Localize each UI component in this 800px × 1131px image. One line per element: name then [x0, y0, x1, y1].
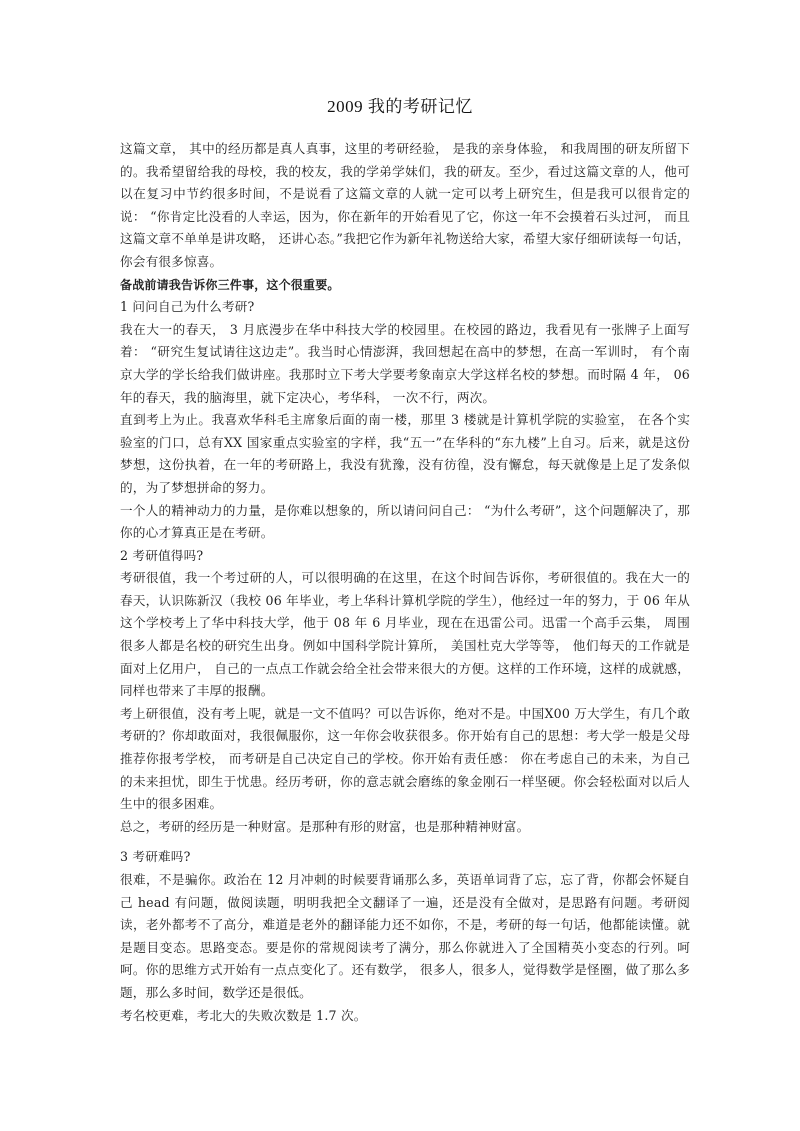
section-paragraph: 考研很值，我一个考过研的人，可以很明确的在这里，在这个时间告诉你，考研很值的。我在大一的春天，认识陈新汉（我校 06 年毕业，考上华科计算机学院的学生），他经过一年的努力，于 06 年从这个学校考上了华中科技大学，他于 08 年 6 月毕业，现在在迅雷公司。迅雷一个高手云集， 周围很多人都是名校的研究生出身。例如中国科学院计算所， 美国杜克大学等等， 他们每天的工作就是面对上亿用户， 自己的一点点工作就会给全社会带来很大的方便。这样的工作环境，这样的成就感，同样也带来了丰厚的报酬。	[120, 570, 690, 699]
document-body	[120, 138, 690, 1027]
bold-notice: 备战前请我告诉你三件事，这个很重要。	[120, 277, 340, 292]
section-paragraph: 我在大一的春天， 3 月底漫步在华中科技大学的校园里。在校园的路边，我看见有一张牌子上面写着： “研究生复试请往这边走”。我当时心情澎湃，我回想起在高中的梦想，在高一军训时， 有个南京大学的学长给我们做讲座。我那时立下考大学要考象南京大学这样名校的梦想。而时隔 4 年， 06 年的春天，我的脑海里，就下定决心，考华科， 一次不行，两次。	[120, 321, 690, 405]
section-heading: 3 考研难吗?	[120, 849, 191, 865]
section-paragraph: 总之，考研的经历是一种财富。是那种有形的财富，也是那种精神财富。	[120, 818, 530, 834]
section-paragraph: 直到考上为止。我喜欢华科毛主席象后面的南一楼，那里 3 楼就是计算机学院的实验室， 在各个实验室的门口，总有XX 国家重点实验室的字样，我“五一”在华科的“东九楼”上自习。后来，就是这份梦想，这份执着，在一年的考研路上，我没有犹豫，没有彷徨，没有懈怠，每天就像是上足了发条似的，为了梦想拼命的努力。	[120, 412, 690, 495]
section-paragraph: 一个人的精神动力的力量，是你难以想象的，所以请问问自己： “为什么考研”，这个问题解决了，那你的心才算真正是在考研。	[120, 502, 690, 541]
section-paragraph: 考上研很值，没有考上呢，就是一文不值吗？可以告诉你，绝对不是。中国X00 万大学生，有几个敢考研的？你却敢面对，我很佩服你，这一年你会收获很多。你开始有自己的思想：考大学一般是父母推荐你报考学校， 而考研是自己决定自己的学校。你开始有责任感： 你在考虑自己的未来，为自己的未来担忧，即生于忧患。经历考研，你的意志就会磨练的象金刚石一样坚硬。你会轻松面对以后人生中的很多困难。	[120, 705, 690, 812]
document-title: 2009 我的考研记忆	[327, 97, 473, 116]
section-paragraph: 考名校更难，考北大的失败次数是 1.7 次。	[120, 1007, 367, 1023]
intro-paragraph: 这篇文章， 其中的经历都是真人真事，这里的考研经验， 是我的亲身体验， 和我周围的研友所留下的。我希望留给我的母校，我的校友，我的学弟学妹们，我的研友。至少，看过这篇文章的人，他可以在复习中节约很多时间，不是说看了这篇文章的人就一定可以考上研究生，但是我可以很肯定的说： “你肯定比没看的人幸运，因为，你在新年的开始看见了它，你这一年不会摸着石头过河， 而且这篇文章不单单是讲攻略， 还讲心态。”我把它作为新年礼物送给大家，希望大家仔细研读每一句话，你会有很多惊喜。	[120, 141, 690, 269]
section-heading: 2 考研值得吗?	[120, 547, 204, 563]
section-paragraph: 很难，不是骗你。政治在 12 月冲刺的时候要背诵那么多，英语单词背了忘，忘了背，你都会怀疑自己 head 有问题，做阅读题，明明我把全文翻译了一遍，还是没有全做对，是思路有问题。考研阅读，老外都考不了高分，难道是老外的翻译能力还不如你，不是，考研的每一句话，他都能读懂。就是题目变态。思路变态。要是你的常规阅读考了满分，那么你就进入了全国精英小变态的行列。呵呵。你的思维方式开始有一点点变化了。还有数学， 很多人，很多人，觉得数学是怪圈，做了那么多题，那么多时间，数学还是很低。	[120, 872, 690, 1000]
section-heading: 1 问问自己为什么考研?	[120, 299, 255, 315]
